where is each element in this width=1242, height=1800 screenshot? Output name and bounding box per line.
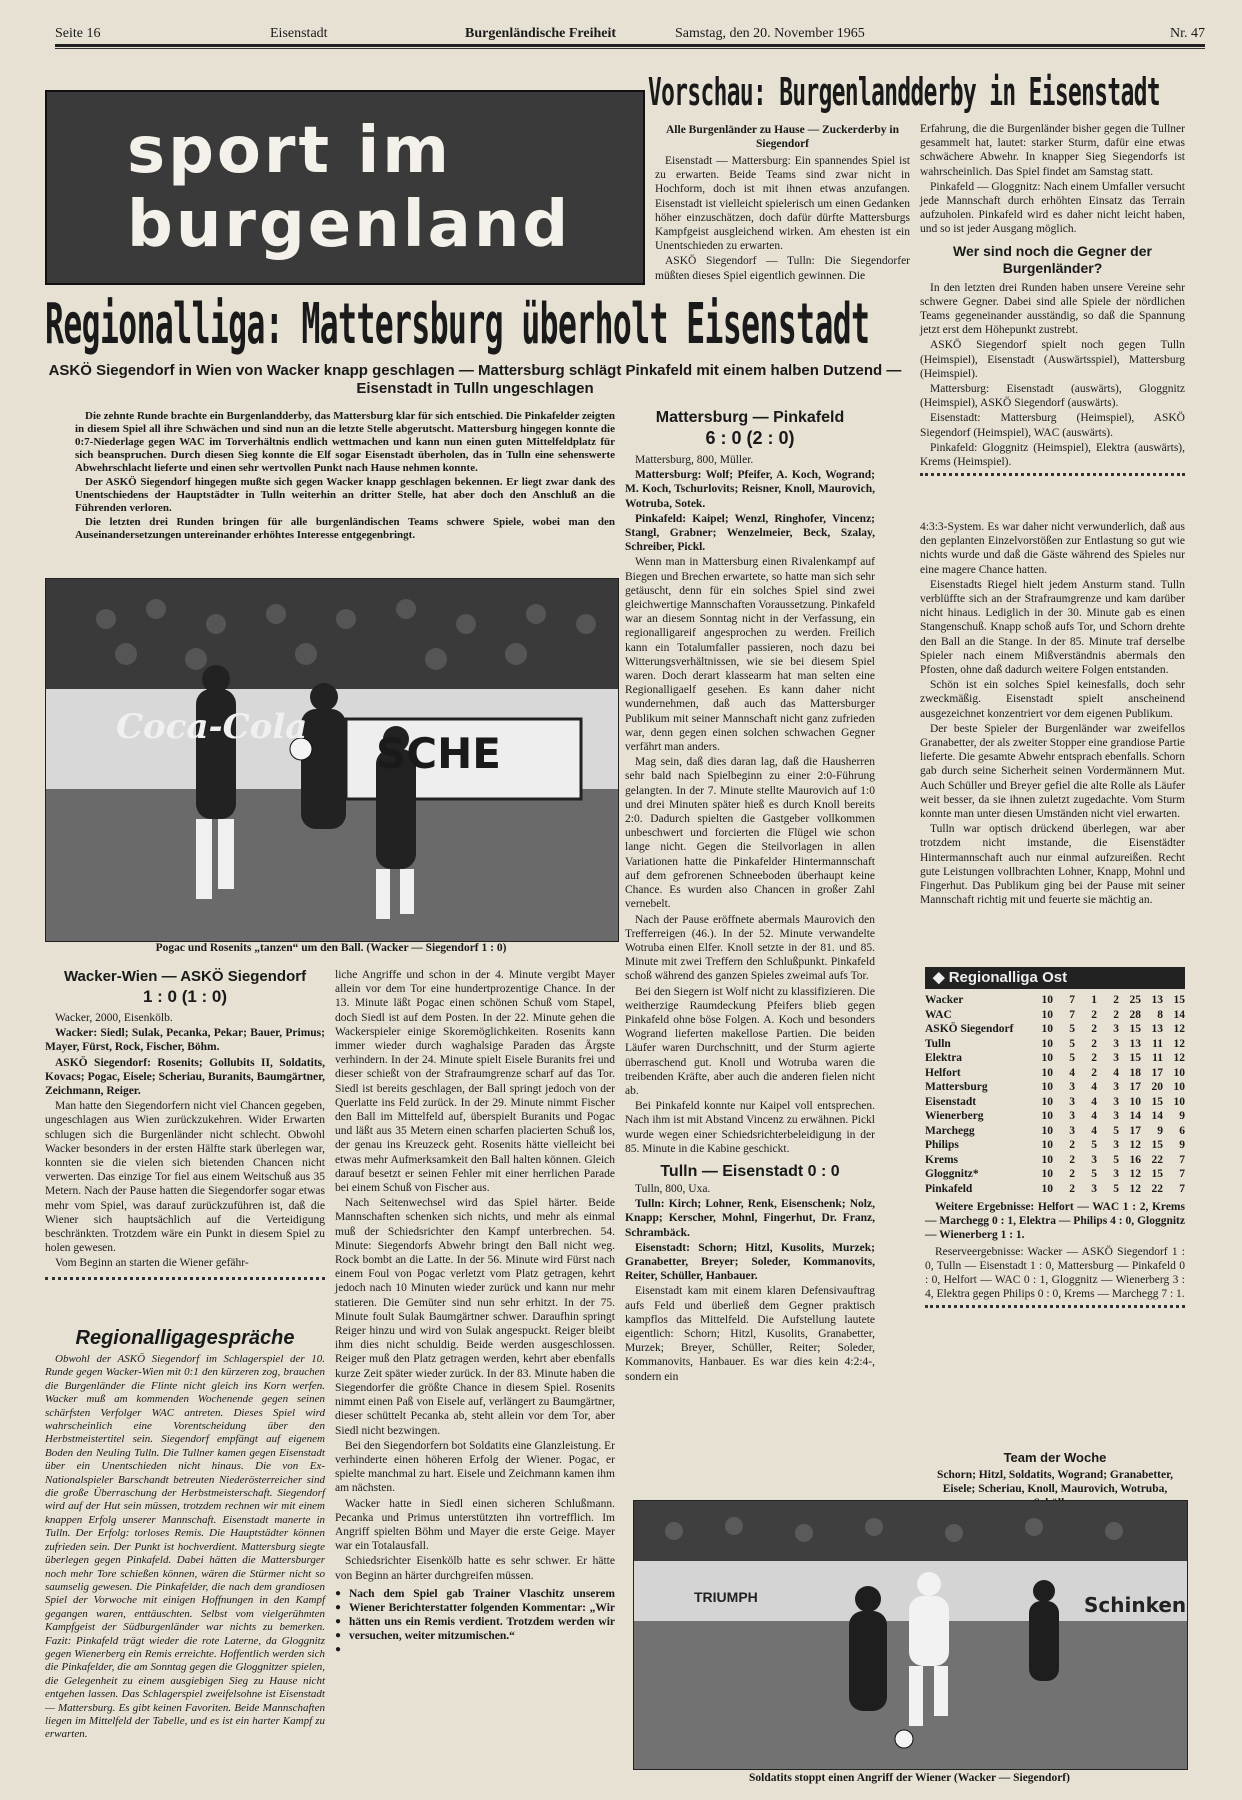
stat-cell: 2 — [1069, 1182, 1075, 1195]
mp-venue: Mattersburg, 800, Müller. — [635, 454, 754, 466]
photo-drawing — [46, 579, 618, 941]
team-name: Gloggnitz* — [925, 1168, 979, 1181]
stat-cell: 9 — [1179, 1139, 1185, 1152]
stat-cell: 2 — [1069, 1168, 1075, 1181]
stat-cell: 3 — [1069, 1110, 1075, 1123]
ws-venue: Wacker, 2000, Eisenkölb. — [55, 1012, 173, 1024]
banner-line2: burgenland — [127, 187, 572, 262]
stat-cell: 2 — [1091, 1037, 1097, 1050]
gegner-p5: Pinkafeld: Gloggnitz (Heimspiel), Elektra (auswärts), Krems (Heimspiel). — [920, 441, 1185, 469]
ws-title: Wacker-Wien — ASKÖ Siegendorf — [63, 968, 307, 985]
stat-cell: 10 — [1173, 1095, 1185, 1108]
main-sub: ASKÖ Siegendorf in Wien von Wacker knapp geschlagen — Mattersburg schlägt Pinkafeld mit einem halben Dutzend — Eisenstadt in Tulln ungeschlagen — [48, 362, 902, 397]
header-date: Samstag, den 20. November 1965 — [675, 26, 865, 41]
stat-cell: 5 — [1091, 1168, 1097, 1181]
main-p3: Die letzten drei Runden bringen für alle burgenländischen Teams schwere Spiele, wobei man den Auseinandersetzungen untereinander erhöhtes Interesse entgegenbringt. — [75, 516, 615, 541]
stat-cell: 18 — [1129, 1066, 1141, 1079]
stat-cell: 3 — [1113, 1095, 1119, 1108]
header-city: Eisenstadt — [270, 26, 328, 41]
stat-cell: 2 — [1091, 1008, 1097, 1021]
stat-cell: 12 — [1129, 1139, 1141, 1152]
stat-cell: 17 — [1129, 1081, 1141, 1094]
stat-cell: 10 — [1041, 1037, 1053, 1050]
vorschau-p3: Erfahrung, die die Burgenländer bisher gegen die Tullner gesammelt hat, lautet: starker Sturm, dafür eine etwas schwächere Abwehr. In knapper Sieg Siegendorfs ist wahrscheinlich. Das Spiel findet am Samstag statt. — [920, 123, 1185, 178]
stat-cell: 3 — [1113, 1037, 1119, 1050]
bullet-dots-icon: ● ● ● ● ● — [335, 1587, 342, 1655]
mp-team1: Mattersburg: Wolf; Pfeifer, A. Koch, Wogrand; M. Koch, Tschurlovits; Reisner, Knoll, Maurovich, Wotruba, Sotek. — [625, 469, 875, 510]
gespraeche-title: Regionalligagespräche — [75, 1327, 295, 1349]
stat-cell: 3 — [1091, 1153, 1097, 1166]
stat-cell: 2 — [1091, 1023, 1097, 1036]
stat-cell: 3 — [1069, 1095, 1075, 1108]
table-row — [925, 1037, 1185, 1052]
stat-cell: 5 — [1091, 1139, 1097, 1152]
mp-p2: Mag sein, daß dies daran lag, daß die Hausherren sehr bald nach Spielbeginn zu einer 2:0-Führung gelangten. In der 7. Minute stellte Maurovich auf 1:0 und drei Minuten später hieß es durch Knoll bereits 2:0. Dadurch spielten die Gastgeber vollkommen unbeschwert und forcierten die Flügel wie schon lange nicht. Gegen die Steilvorlagen in allen Variationen hatte die Pinkafelder Hintermannschaft auf dem gefrorenen Schneeboden überhaupt keine Chance. Es wurden also Chancen in großer Zahl vernebelt. — [625, 756, 875, 911]
gegner-divider — [920, 473, 1185, 476]
te-team1: Tulln: Kirch; Lohner, Renk, Eisenschenk; Nolz, Knapp; Kerscher, Mohnl, Fingerhut, Dr. Franz, Schrambäck. — [625, 1198, 875, 1239]
stat-cell: 2 — [1069, 1153, 1075, 1166]
stat-cell: 4 — [1091, 1095, 1097, 1108]
vorschau-p4: Pinkafeld — Gloggnitz: Nach einem Umfaller versucht jede Mannschaft durch erhöhten Einsatz das Terrain aufzuholen. Pinkafeld wird es daher nicht leicht haben, und so ist jeder Ausgang möglich. — [920, 180, 1185, 236]
stat-cell: 8 — [1157, 1008, 1163, 1021]
stat-cell: 3 — [1113, 1168, 1119, 1181]
gespraeche-text: Obwohl der ASKÖ Siegendorf im Schlagerspiel der 10. Runde gegen Wacker-Wien mit 0:1 den kürzeren zog, brauchen die Burgenländer die Flinte nicht gleich ins Korn werfen. Wacker muß am kommenden Wochenende gegen seinen schärfsten Verfolger WAC antreten. Dieses Spiel wird wahrscheinlich eine Vorentscheidung über den Herbstmeistertitel sein. Siegendorf empfängt auf eigenem Boden den Neuling Tulln. Die Tullner kamen gegen Eisenstadt über ein Unentschieden nicht hinaus. Die von Ex-Nationalspieler Barschandt betreuten Niederösterreicher sind die große Überraschung der Herbstmeisterschaft. Siegendorf wird auf der Hut sein müssen, trotzdem rechnen wir mit einem knappen Erfolg unserer Mannschaft. Eisenstadt manerte in Tulln. Der Erfolg: torloses Remis. Die Hauptstädter können zufrieden sein. Der Punkt ist hochverdient. Mattersburg siegte überlegen gegen Pinkafeld. Dabei hätten die Mattersburger noch mehr Tore schießen können, wären die Stürmer nicht so saumselig gewesen. Die Pinkafelder, die nach dem grandiosen Spiel der Vorwoche mit einigen Hoffnungen in den Kampf gegangen waren, enttäuschten. Selbst vom vielgerühmten Kampfgeist der Südburgenländer war nichts zu bemerken. Fazit: Pinkafeld trägt wieder die rote Laterne, da Gloggnitz gegen Wienerberg ein Remis erreichte. Hoffentlich werden sich die Pinkafelder, die am Sonntag gegen die Gloggnitzer spielen, die Gelegenheit zu einem ausgiebigen Sieg zu Hause nicht entgehen lassen. Das Schlagerspiel zweifelsohne ist Eisenstadt — Mattersburg. Es gibt keinen Favoriten. Beide Mannschaften liegen im Mittelfeld der Tabelle, und es ist ein harter Kampf zu erwarten. — [45, 1353, 325, 1741]
table-row — [925, 1138, 1185, 1153]
stat-cell: 4 — [1091, 1124, 1097, 1137]
table-row — [925, 1182, 1185, 1197]
stat-cell: 2 — [1069, 1139, 1075, 1152]
ws-c2p1: liche Angriffe und schon in der 4. Minute vergibt Mayer allein vor dem Tor eine hundertprozentige Chance. In der 13. Minute läßt Pogac einen schönen Schuß vom Stapel, doch Siedl ist auf dem Posten. In der 22. Minute gehen die Wackerspieler einige Skoremöglichkeiten. Rosenits kann immer wieder durch waghalsige Paraden das Ärgste verhindern. In der 24. Minute spielt Eisele Buranits frei und dieser schießt von der Strafraumgrenze scharf auf das Tor. Siedl ist bereits geschlagen, der Ball springt jedoch von der Querlatte ins Feld zurück. In der 29. Minute nimmt Fischer den Ball im Mittelfeld auf, überspielt Buranits und Pogac und läßt aus 35 Metern einen scharfen placierten Schuß los, der genau ins Kreuzeck geht. Rosenits hätte vielleicht bei etwas mehr Aufmerksamkeit den Ball halten können. Gleich darauf besetzt er seinen Fehler mit einer herrlichen Parade bei einem Schuß von Fischer aus. — [335, 969, 615, 1195]
stat-cell: 10 — [1041, 1139, 1053, 1152]
team-name: Tulln — [925, 1037, 951, 1050]
league-title-bar — [925, 967, 1185, 989]
stat-cell: 5 — [1113, 1182, 1119, 1195]
ws-c2p4: Wacker hatte in Siedl einen sicheren Schlußmann. Pecanka und Primus unterstützten ihn vortrefflich. Im Angriff spielten Böhm und Mayer die erste Geige. Mayer war ein Totalausfall. — [335, 1497, 615, 1553]
table-row — [925, 1167, 1185, 1182]
stat-cell: 5 — [1069, 1037, 1075, 1050]
stat-cell: 12 — [1173, 1037, 1185, 1050]
stat-cell: 3 — [1069, 1124, 1075, 1137]
photo-sign-sche: SCHE — [376, 729, 501, 778]
ws-team2: ASKÖ Siegendorf: Rosenits; Gollubits II, Soldatits, Kovacs; Pogac, Eisele; Scheriau, Buranits, Baumgärtner, Zeichmann, Reiger. — [45, 1056, 325, 1098]
stat-cell: 15 — [1173, 994, 1185, 1007]
gegner-p2: ASKÖ Siegendorf spielt noch gegen Tulln (Heimspiel), Eisenstadt (Auswärtsspiel), Mattersburg (Heimspiel). — [920, 339, 1185, 380]
te-p5: Der beste Spieler der Burgenländer war zweifellos Granabetter, der als zweiter Stopper eine grandiose Partie lieferte. Die gesamte Abwehr entsprach ebenfalls. Schorn gab durch seine Sicherheit seinen Vordermännern Mut. Auch Schüller und Breyer gefiel die alte Rolle als Läufer weit besser, da sie ihnen zuletzt zugedachte. Vom Sturm konnte man unter diesen Umständen nicht viel erwarten. — [920, 722, 1185, 821]
te-p3: Eisenstadts Riegel hielt jedem Ansturm stand. Tulln verblüffte sich an der Strafraumgrenze und kam darüber nicht hinaus. Lediglich in der 30. Minute gab es einen Stangenschuß. Knapp schoß aufs Tor, und Schorn drehte den Ball an die Stange. In der 85. Minute traf derselbe Spieler nach einem Mißverständnis abermals den Pfosten, ohne daß dadurch weitere Folgen entstanden. — [920, 578, 1185, 677]
stat-cell: 3 — [1113, 1023, 1119, 1036]
stat-cell: 15 — [1151, 1168, 1163, 1181]
table-row — [925, 1153, 1185, 1168]
stat-cell: 10 — [1041, 1052, 1053, 1065]
stat-cell: 13 — [1151, 994, 1163, 1007]
stat-cell: 10 — [1041, 1124, 1053, 1137]
stat-cell: 14 — [1129, 1110, 1141, 1123]
table-row — [925, 993, 1185, 1008]
stat-cell: 10 — [1129, 1095, 1141, 1108]
stat-cell: 4 — [1091, 1081, 1097, 1094]
te-title: Tulln — Eisenstadt 0 : 0 — [660, 1162, 840, 1180]
stat-cell: 2 — [1091, 1066, 1097, 1079]
stat-cell: 5 — [1113, 1153, 1119, 1166]
stat-cell: 10 — [1041, 1182, 1053, 1195]
stat-cell: 7 — [1179, 1182, 1185, 1195]
team-name: Pinkafeld — [925, 1182, 973, 1195]
stat-cell: 11 — [1152, 1037, 1163, 1050]
gegner-p1: In den letzten drei Runden haben unsere Vereine sehr schwere Gegner. Dabei sind alle Spiele der nördlichen Teams gegeneinander ausständig, so daß die Spannung jetzt erst dem Höhepunkt zustrebt. — [920, 281, 1185, 337]
stat-cell: 12 — [1129, 1168, 1141, 1181]
stat-cell: 5 — [1113, 1124, 1119, 1137]
te-p4: Schön ist ein solches Spiel keinesfalls, doch sehr zweckmäßig. Eisenstadt spielt anscheinend ausgezeichnet konzentriert vor dem eigenen Publikum. — [920, 679, 1185, 720]
stat-cell: 9 — [1157, 1124, 1163, 1137]
stat-cell: 25 — [1129, 994, 1141, 1007]
gespraeche — [45, 1325, 325, 1743]
ws-c2p2: Nach Seitenwechsel wird das Spiel härter. Beide Mannschaften schenken sich nichts, und mehr als einmal muß der Schiedsrichter den Kampf unterbrechen. 54. Minute: Siegendorfs Abwehr bringt den Ball nicht weg. Rock bombt an die Latte. In der 56. Minute wird Fürst nach einem Foul von Pogac verletzt vom Platz getragen, kehrt jedoch nach 10 Minuten wieder zurück und kann nur mehr statieren. Die Gemüter sind nun sehr erhitzt. In der 75. Minute foult Sulak Baumgärtner schwer. Daraufhin springt Reiger hinzu und wird von Sulak angespuckt. Reiger bleibt ihm dies nicht schuldig. Beide werden ausgeschlossen. Reiger muß den Platz getragen werden, kehrt aber ebenfalls kurze Zeit später wieder zurück. In der 83. Minute haben die Siegendorfer die größte Chance in diesem Spiel. Rosenits nimmt einen Paß von Eisele auf, verlängert zu Baumgärtner, dieser schüttelt Pecanka ab, steht allein vor dem Tor, aber Siedl nicht bezwingen. — [335, 1197, 615, 1437]
stat-cell: 3 — [1113, 1052, 1119, 1065]
table-row — [925, 1095, 1185, 1110]
ws-quote: Nach dem Spiel gab Trainer Vlaschitz unserem Wiener Berichterstatter folgenden Kommentar: „Wir hätten uns ein Remis verdient. Trotzdem werden wir versuchen, weiter mitzumischen.“ — [349, 1587, 615, 1643]
stat-cell: 7 — [1179, 1153, 1185, 1166]
te-p1: Eisenstadt kam mit einem klaren Defensivauftrag aufs Feld und überließ dem Gegner praktisch kampflos das Mittelfeld. Die Aufstellung lautete eigentlich: Schorn; Hitzl, Kusolits, Granabetter, Murzek; Breyer, Schüller, Reiter; Soleder, Kommanovits, Hanbauer. Es war dies kein 4:2:4-, sondern ein — [625, 1285, 875, 1383]
header-rule — [55, 48, 1205, 49]
header-issue: Nr. 47 — [1170, 26, 1205, 41]
mp-p5: Bei Pinkafeld konnte nur Kaipel voll entsprechen. Nach ihm ist mit Abstand Vincenz zu erwähnen. Pickl wurde wegen einer Schiedsrichterbeleidigung in der 85. Minute in die Kabine geschickt. — [625, 1100, 875, 1155]
stat-cell: 4 — [1069, 1066, 1075, 1079]
stat-cell: 13 — [1129, 1037, 1141, 1050]
main-p1: Die zehnte Runde brachte ein Burgenlandderby, das Mattersburg klar für sich entschied. Die Pinkafelder zeigten in diesem Spiel all ihre Schwächen und sind nun an die letzte Stelle abgerutscht. Mattersburg hingegen konnte die 0:7-Niederlage gegen WAC im Torverhältnis endlich wettmachen und kann nun einen guten Mittelfeldplatz für sich beanspruchen. Durch diesen Sieg konnte die Elf sogar Eisenstadt überholen, das in Tulln eine sehenswerte Abwehrschlacht lieferte und einen sehr wertvollen Punkt nach Hause nehmen konnte. — [75, 410, 615, 474]
stat-cell: 15 — [1151, 1139, 1163, 1152]
team-name: Eisenstadt — [925, 1095, 977, 1108]
sport-banner — [45, 90, 645, 285]
vorschau-p1: Eisenstadt — Mattersburg: Ein spannendes Spiel ist zu erwarten. Beide Teams sind zwar nicht in Hochform, doch ist mit ihnen etwas anzufangen. Eisenstadt ist vielleicht spielerisch um einen Gedanken höher einzuschätzen, doch dafür dürfte Mattersburgs Kampfgeist ausgleichend wirken. Am ehesten ist ein Unentschieden zu erwarten. — [655, 155, 910, 253]
ws-quote-box — [335, 1587, 615, 1657]
stat-cell: 22 — [1151, 1153, 1163, 1166]
photo-match-wacker — [45, 578, 619, 942]
table-row — [925, 1008, 1185, 1023]
stat-cell: 17 — [1129, 1124, 1141, 1137]
team-name: Wienerberg — [925, 1110, 984, 1123]
team-name: WAC — [925, 1008, 952, 1021]
team-name: ASKÖ Siegendorf — [925, 1023, 1014, 1036]
stat-cell: 22 — [1151, 1182, 1163, 1195]
gegner-title: Wer sind noch die Gegner der Burgenländer? — [953, 242, 1152, 276]
stat-cell: 10 — [1041, 1066, 1053, 1079]
mp-p4: Bei den Siegern ist Wolf nicht zu klassifizieren. Die weitherzige Raumdeckung Pfeifers blieb gegen Pinkafeld ohne böse Folgen. A. Koch und besonders Wogrand lieferten makellose Partien. Die beiden Läufer waren Durchschnitt, und der Sturm agierte überraschend gut. Knoll und Wotruba waren die treibenden Kräfte, aber auch die anderen fielen nicht ab. — [625, 985, 875, 1097]
stat-cell: 10 — [1173, 1066, 1185, 1079]
stat-cell: 3 — [1113, 1139, 1119, 1152]
stat-cell: 10 — [1041, 1168, 1053, 1181]
te-venue: Tulln, 800, Uxa. — [635, 1182, 711, 1195]
stat-cell: 13 — [1151, 1023, 1163, 1036]
stat-cell: 2 — [1113, 1008, 1119, 1021]
ws-divider — [45, 1277, 325, 1280]
team-name: Philips — [925, 1139, 959, 1152]
stat-cell: 10 — [1041, 994, 1053, 1007]
stat-cell: 10 — [1041, 1110, 1053, 1123]
banner-line1: sport im — [127, 113, 452, 188]
league-table — [925, 993, 1185, 1196]
page-number: Seite 16 — [55, 26, 101, 41]
stat-cell: 3 — [1113, 1081, 1119, 1094]
team-week-title: Team der Woche — [1003, 1450, 1107, 1465]
team-name: Mattersburg — [925, 1081, 988, 1094]
stat-cell: 5 — [1069, 1052, 1075, 1065]
table-row — [925, 1109, 1185, 1124]
vorschau-headline: Vorschau: Burgenlandderby in Eisenstadt — [648, 70, 1160, 114]
vorschau-col-b — [920, 122, 1185, 476]
stat-cell: 10 — [1041, 1023, 1053, 1036]
stat-cell: 14 — [1151, 1110, 1163, 1123]
stat-cell: 9 — [1179, 1110, 1185, 1123]
ws-p2: Vom Beginn an starten die Wiener gefähr- — [55, 1257, 249, 1270]
stat-cell: 14 — [1173, 1008, 1185, 1021]
diamond-icon: ◆ — [933, 969, 945, 986]
league-section — [925, 967, 1185, 1308]
stat-cell: 7 — [1179, 1168, 1185, 1181]
stat-cell: 11 — [1152, 1052, 1163, 1065]
stat-cell: 10 — [1041, 1081, 1053, 1094]
main-headline: Regionalliga: Mattersburg überholt Eisenstadt — [45, 292, 870, 357]
table-row — [925, 1066, 1185, 1081]
league-title: Regionalliga Ost — [948, 969, 1068, 986]
stat-cell: 12 — [1173, 1052, 1185, 1065]
gegner-p3: Mattersburg: Eisenstadt (auswärts), Gloggnitz (Heimspiel), ASKÖ Siegendorf (auswärts). — [920, 383, 1185, 410]
mp-p3: Nach der Pause eröffnete abermals Maurovich den Trefferreigen (46.). In der 52. Minute verwandelte Wotruba einen Elfer. Knoll setzte in der 81. und 85. Minute mit zwei Treffern den Schlußpunkt. Pinkafeld schoß während des ganzen Spieles zweimal aufs Tor. — [625, 913, 875, 983]
te-p6: Tulln war optisch drückend überlegen, war aber trotzdem nicht imstande, die Eisenstädter Hintermannschaft auch nur einmal aufzureißen. Recht gute Leistungen vollbrachten Lohner, Knapp, Mohnl und Fingerhut. Das Publikum ging bei der Pause mit seiner Mannschaft richtig mit und feuerte sie mächtig an. — [920, 823, 1185, 907]
table-row — [925, 1051, 1185, 1066]
header-paper: Burgenländische Freiheit — [465, 26, 617, 41]
team-name: Wacker — [925, 994, 964, 1007]
mp-team2: Pinkafeld: Kaipel; Wenzl, Ringhofer, Vincenz; Stangl, Grabner; Wenzelmeier, Beck, Szalay, Schreiber, Pickl. — [625, 512, 875, 554]
stat-cell: 3 — [1091, 1182, 1097, 1195]
stat-cell: 10 — [1041, 1153, 1053, 1166]
stat-cell: 10 — [1041, 1008, 1053, 1021]
stat-cell: 4 — [1091, 1110, 1097, 1123]
stat-cell: 15 — [1129, 1023, 1141, 1036]
mp-article — [625, 408, 875, 1385]
mp-title: Mattersburg — Pinkafeld — [655, 409, 845, 426]
stat-cell: 2 — [1091, 1052, 1097, 1065]
stat-cell: 20 — [1151, 1081, 1163, 1094]
stat-cell: 7 — [1069, 1008, 1075, 1021]
te-p2: 4:3:3-System. Es war daher nicht verwunderlich, daß aus den geplanten Einzelvorstößen zur Entlastung so gut wie nichts wurde und daß die Gäste während des Spieles nur eine magere Chance hatten. — [920, 521, 1185, 576]
league-weitere: Weitere Ergebnisse: Helfort — WAC 1 : 2, Krems — Marchegg 0 : 1, Elektra — Philips 4 : 0, Gloggnitz — Wienerberg 1 : 1. — [925, 1201, 1185, 1242]
main-headline-wrap — [45, 292, 905, 360]
ws-c2p5: Schiedsrichter Eisenkölb hatte es sehr schwer. Er hätte von Beginn an härter durchgreifen müssen. — [335, 1555, 615, 1582]
ws-team1: Wacker: Siedl; Sulak, Pecanka, Pekar; Bauer, Primus; Mayer, Fürst, Rock, Fischer, Böhm. — [45, 1027, 325, 1054]
page-header — [55, 22, 1205, 47]
photo2-drawing — [634, 1501, 1187, 1769]
stat-cell: 3 — [1113, 1110, 1119, 1123]
vorschau-p2: ASKÖ Siegendorf — Tulln: Die Siegendorfer müßten dieses Spiel eigentlich gewinnen. Die — [655, 255, 910, 282]
gegner-p4: Eisenstadt: Mattersburg (Heimspiel), ASKÖ Siegendorf (Heimspiel), WAC (auswärts). — [920, 412, 1185, 439]
ws-col2 — [335, 968, 615, 1657]
stat-cell: 4 — [1113, 1066, 1119, 1079]
stat-cell: 16 — [1129, 1153, 1141, 1166]
ws-p1: Man hatte den Siegendorfern nicht viel Chancen gegeben, ungeschlagen aus Wien zurückzukehren. Wider Erwarten schlugen sich die Burgenländer nicht schlecht. Obwohl Wacker besonders in der ersten Hälfte stark überlegen war, konnten sie die vielen sich bietenden Chancen nicht verwerten. Das einzige Tor fiel aus einem Weitschuß aus 35 Metern. Nach der Pause hatten die Siegendorfer sogar etwas mehr vom Spiel, was darauf zurückzuführen ist, daß die Wiener sich hauptsächlich auf die Verteidigung beschränkten. Trotzdem wäre ein Punkt in diesem Spiel zu holen gewesen. — [45, 1100, 325, 1255]
stat-cell: 5 — [1069, 1023, 1075, 1036]
stat-cell: 7 — [1069, 994, 1075, 1007]
photo-caption-2: Soldatits stoppt einen Angriff der Wiener (Wacker — Siegendorf) — [749, 1772, 1070, 1784]
vorschau-headline-wrap — [648, 70, 1208, 120]
stat-cell: 15 — [1151, 1095, 1163, 1108]
photo-caption-1: Pogac und Rosenits „tanzen“ um den Ball. (Wacker — Siegendorf 1 : 0) — [155, 942, 507, 954]
main-p2: Der ASKÖ Siegendorf hingegen mußte sich gegen Wacker knapp geschlagen bekennen. Er liegt zwar dank des Unentschiedens der Hauptstädter in Tulln weiterhin an dritter Stelle, hat aber doch den Anschluß an die Führenden verloren. — [75, 476, 615, 514]
team-week-text: Schorn; Hitzl, Soldatits, Wogrand; Granabetter, Eisele; Scheriau, Knoll, Maurovich, Wotruba, — [936, 1469, 1174, 1496]
vorschau-sub: Alle Burgenländer zu Hause — Zuckerderby in Siegendorf — [666, 124, 899, 150]
te-team2: Eisenstadt: Schorn; Hitzl, Kusolits, Murzek; Granabetter, Breyer; Soleder, Kommanovits, Reiter, Schüller, Hanbauer. — [625, 1241, 875, 1283]
stat-cell: 12 — [1129, 1182, 1141, 1195]
team-name: Helfort — [925, 1066, 961, 1079]
team-name: Marchegg — [925, 1124, 975, 1137]
stat-cell: 10 — [1041, 1095, 1053, 1108]
stat-cell: 1 — [1091, 994, 1097, 1007]
mp-p1: Wenn man in Mattersburg einen Rivalenkampf auf Biegen und Brechen erwartete, so hatte man sich sehr getäuscht, denn für ein solches Spiel sind zwei gleichwertige Mannschaften Voraussetzung. Pinkafeld war an diesem Sonntag nicht in der Verfassung, ein regionalligareif angesprochen zu werden. Freilich kann ein Totalumfaller passieren, noch dazu bei Witterungsverhältnissen, wie sie bei diesem Spiel waren. Doch derart klassearm hat man selten eine Regionalligaelf gesehen. Es kann daher nicht wundernehmen, daß auch das Mattersburger Publikum mit seiner Mannschaft nicht ganz zufrieden war, denn gegen einen solchen schwachen Gegner verfährt man anders. — [625, 556, 875, 754]
main-intro — [75, 410, 615, 543]
stat-cell: 6 — [1179, 1124, 1185, 1137]
vorschau-col-a — [655, 123, 910, 284]
ws-score: 1 : 0 (1 : 0) — [142, 987, 228, 1006]
mp-score: 6 : 0 (2 : 0) — [705, 428, 795, 448]
stat-cell: 12 — [1173, 1023, 1185, 1036]
ws-article — [45, 968, 325, 1280]
ws-c2p3: Bei den Siegendorfern bot Soldatits eine Glanzleistung. Er verhinderte einen höheren Erfolg der Wiener. Pogac, er spielte manchmal zu hart. Eisele und Zeichmann kamen ihm am nächsten. — [335, 1439, 615, 1495]
te-continuation — [920, 520, 1185, 908]
table-row — [925, 1124, 1185, 1139]
photo-sign-coca-cola: Coca-Cola — [116, 707, 308, 747]
league-divider — [925, 1305, 1185, 1308]
photo2-sign-triumph: TRIUMPH — [694, 1589, 758, 1605]
table-row — [925, 1022, 1185, 1037]
team-name: Elektra — [925, 1052, 963, 1065]
league-reserve: Reserveergebnisse: Wacker — ASKÖ Siegendorf 1 : 0, Tulln — Eisenstadt 1 : 0, Mattersburg — Pinkafeld 0 : 0, Helfort — WAC 0 : 1, Gloggnitz — Wienerberg 3 : 4, Elektra gegen Philips 0 : 0, Krems — Marchegg 7 : 1. — [925, 1245, 1185, 1301]
stat-cell: 15 — [1129, 1052, 1141, 1065]
photo2-sign-schinken: Schinken — [1084, 1593, 1187, 1617]
stat-cell: 17 — [1151, 1066, 1163, 1079]
stat-cell: 10 — [1173, 1081, 1185, 1094]
table-row — [925, 1080, 1185, 1095]
stat-cell: 28 — [1129, 1008, 1141, 1021]
team-name: Krems — [925, 1153, 959, 1166]
photo-match-soldatits — [633, 1500, 1188, 1770]
stat-cell: 3 — [1069, 1081, 1075, 1094]
stat-cell: 2 — [1113, 994, 1119, 1007]
